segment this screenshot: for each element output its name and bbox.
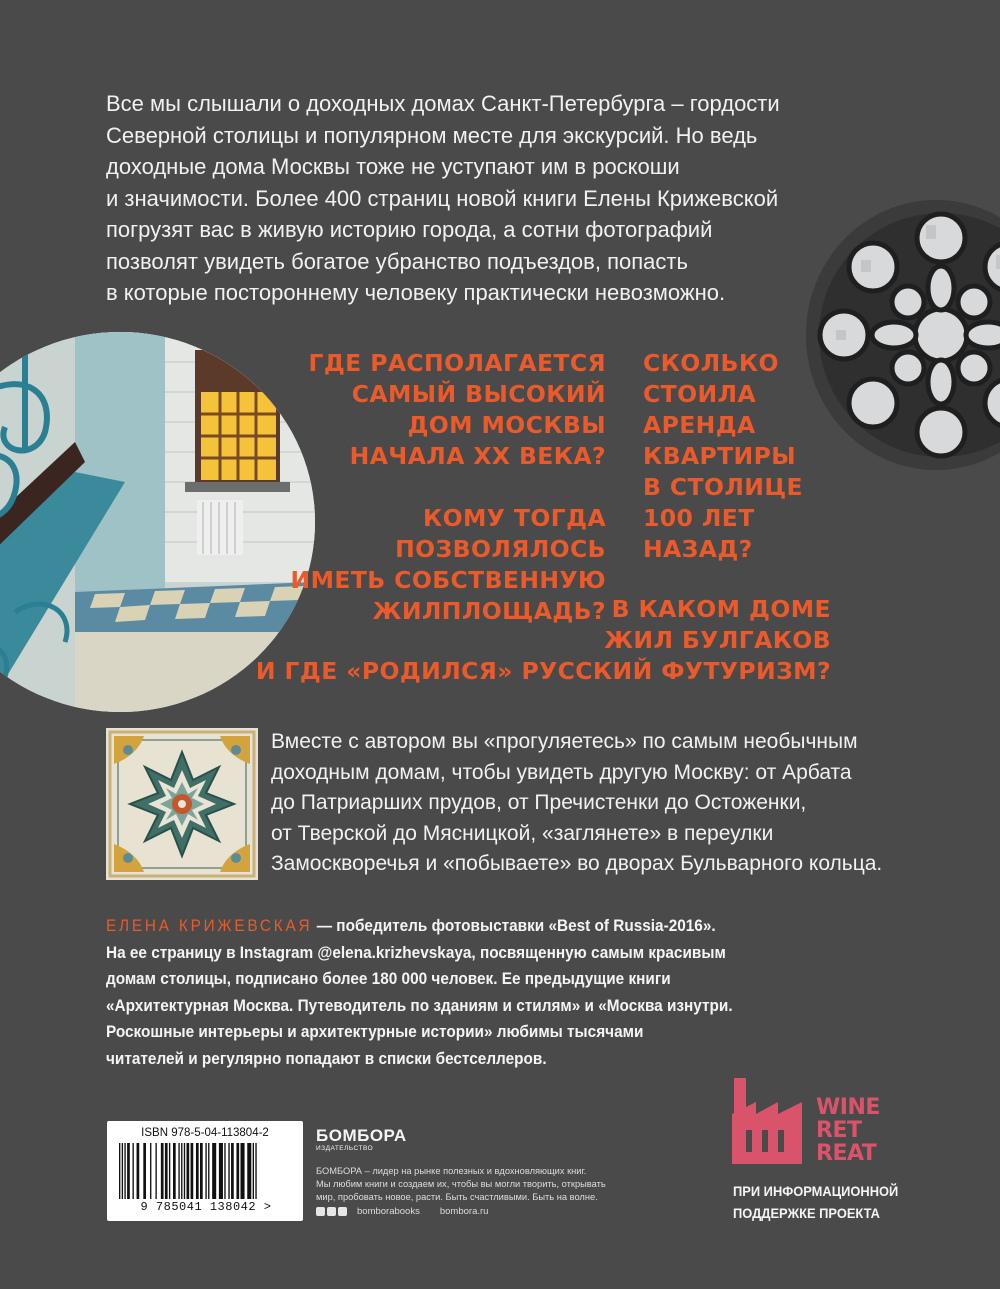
publisher-description-line: Мы любим книги и создаем их, чтобы вы могли творить, открывать — [316, 1179, 606, 1189]
rose-window-illustration — [806, 200, 1000, 470]
question-line: САМЫЙ ВЫСОКИЙ — [351, 380, 606, 408]
publisher-logo — [316, 1126, 407, 1152]
walk-line: до Патриарших прудов, от Пречистенки до Остоженки, — [271, 791, 807, 814]
walk-line: Вместе с автором вы «прогуляетесь» по самым необычным — [271, 730, 858, 753]
intro-line: доходные дома Москвы тоже не уступают им в роскоши — [106, 154, 680, 179]
author-bio — [106, 913, 738, 1072]
question-tallest-building — [308, 348, 606, 472]
author-bio-line: читателей и регулярно попадают в списки бестселлеров. — [106, 1049, 547, 1068]
publisher-social — [316, 1206, 488, 1217]
question-line: КОМУ ТОГДА — [423, 504, 606, 532]
walk-line: от Тверской до Мясницкой, «заглянете» в переулки — [271, 821, 774, 845]
question-line: И ГДЕ «РОДИЛСЯ» РУССКИЙ ФУТУРИЗМ? — [255, 657, 831, 685]
rose-window-photo — [806, 200, 1000, 470]
barcode-bar — [127, 1143, 130, 1199]
barcode-bar — [255, 1143, 256, 1199]
partner-logo-text — [816, 1096, 880, 1165]
barcode-bar — [231, 1143, 234, 1199]
intro-line: погрузят вас в живую историю города, а сотни фотографий — [106, 217, 713, 242]
publisher-description — [316, 1165, 646, 1204]
author-bio-line: домам столицы, подписано более 180 000 человек. Ее предыдущие книги — [106, 970, 671, 988]
intro-line: в которые постороннему человеку практически невозможно. — [106, 280, 726, 305]
author-award-text: — победитель фотовыставки «Best of Russia-2016». — [312, 917, 716, 935]
factory-icon — [732, 1078, 808, 1166]
publisher-name: БОМБОРА — [316, 1126, 407, 1145]
publisher-description-line: БОМБОРА – лидер на рынке полезных и вдохновляющих книг. — [316, 1166, 587, 1176]
question-rent-cost — [643, 348, 803, 565]
question-line: АРЕНДА — [643, 411, 756, 439]
question-line: В СТОЛИЦЕ — [643, 473, 803, 501]
barcode-bar — [122, 1143, 123, 1199]
isbn-barcode — [107, 1121, 303, 1221]
barcode-bar — [236, 1143, 239, 1199]
barcode-bar — [208, 1143, 209, 1199]
author-bio-line: Роскошные интерьеры и архитектурные истории» любимы тысячами — [106, 1023, 644, 1041]
instagram-icon — [338, 1207, 347, 1216]
partner-logo-line: REAT — [816, 1141, 877, 1166]
barcode-bar — [119, 1143, 120, 1199]
barcode-bar — [143, 1143, 146, 1199]
publisher-website: bombora.ru — [439, 1206, 489, 1217]
barcode-bar — [178, 1143, 179, 1199]
barcode-bar — [224, 1143, 225, 1199]
barcode-bar — [124, 1143, 125, 1199]
barcode-bar — [191, 1143, 194, 1199]
question-bulgakov-futurism — [256, 594, 831, 687]
barcode-bar — [241, 1143, 245, 1199]
vk-icon — [327, 1207, 336, 1216]
question-line: 100 ЛЕТ — [643, 504, 755, 532]
barcode-bar — [247, 1143, 251, 1199]
question-line: ЖИЛ БУЛГАКОВ — [604, 626, 831, 654]
barcode-bar — [228, 1143, 229, 1199]
intro-paragraph — [106, 88, 826, 309]
partner-logo-line: WINE — [816, 1095, 880, 1120]
partner-support-line: ПРИ ИНФОРМАЦИОННОЙ — [733, 1183, 899, 1199]
partner-support-line: ПОДДЕРЖКЕ ПРОЕКТА — [733, 1205, 880, 1221]
question-line: СТОИЛА — [643, 380, 757, 408]
barcode-bar — [133, 1143, 134, 1199]
walk-line: Замоскворечья и «побываете» во дворах Бульварного кольца. — [271, 852, 883, 875]
intro-line: Северной столицы и популярном месте для экскурсий. Но ведь — [106, 122, 758, 148]
barcode-digits: 9 785041 138042 > — [140, 1200, 272, 1214]
facebook-icon — [316, 1207, 325, 1216]
question-line: ЖИЛПЛОЩАДЬ? — [372, 597, 606, 625]
question-line: НАЧАЛА XX ВЕКА? — [349, 442, 606, 470]
barcode-bar — [219, 1143, 223, 1199]
barcode-bar — [161, 1143, 164, 1199]
intro-line: позволят увидеть богатое убранство подъездов, попасть — [106, 248, 688, 274]
partner-support-text — [733, 1180, 898, 1224]
author-name: ЕЛЕНА КРИЖЕВСКАЯ — [106, 917, 313, 935]
barcode-bar — [187, 1143, 190, 1199]
question-line: ПОЗВОЛЯЛОСЬ — [395, 535, 606, 563]
walk-paragraph — [271, 727, 911, 880]
author-bio-line: На ее страницу в Instagram @elena.krizhevskaya, посвященную самым красивым — [106, 943, 726, 962]
barcode-bar — [169, 1143, 170, 1199]
barcode-bar — [173, 1143, 176, 1199]
question-line: ИМЕТЬ СОБСТВЕННУЮ — [290, 566, 606, 594]
barcode-bar — [150, 1143, 151, 1199]
question-line: ГДЕ РАСПОЛАГАЕТСЯ — [308, 349, 606, 377]
isbn-label: ISBN 978-5-04-113804-2 — [141, 1127, 269, 1139]
question-line: КВАРТИРЫ — [643, 442, 797, 470]
author-bio-first-line — [106, 913, 738, 940]
walk-line: доходным домам, чтобы увидеть другую Москву: от Арбата — [271, 760, 852, 784]
barcode-bar — [205, 1143, 206, 1199]
barcode-bar — [165, 1143, 168, 1199]
publisher-subtitle: ИЗДАТЕЛЬСТВО — [316, 1145, 374, 1152]
barcode-bar — [184, 1143, 185, 1199]
barcode-bar — [200, 1143, 203, 1199]
publisher-description-line: мир, пробовать новое, расти. Быть счастливыми. Быть на волне. — [316, 1192, 598, 1202]
question-line: НАЗАД? — [643, 535, 753, 563]
question-line: СКОЛЬКО — [643, 349, 779, 377]
decorative-tile-image — [106, 728, 258, 880]
intro-line: Все мы слышали о доходных домах Санкт-Петербурга – гордости — [106, 91, 780, 116]
barcode-bar — [155, 1143, 156, 1199]
author-bio-line: «Архитектурная Москва. Путеводитель по зданиям и стилям» и «Москва изнутри. — [106, 996, 733, 1015]
barcode-bar — [137, 1143, 140, 1199]
barcode-bar — [212, 1143, 216, 1199]
barcode-bars — [117, 1143, 293, 1199]
tile-illustration — [106, 728, 258, 880]
barcode-bar — [196, 1143, 199, 1199]
barcode-bar — [181, 1143, 182, 1199]
question-line: В КАКОМ ДОМЕ — [611, 595, 831, 623]
social-handle: bomborabooks — [357, 1206, 420, 1217]
intro-line: и значимости. Более 400 страниц новой книги Елены Крижевской — [106, 185, 779, 211]
question-line: ДОМ МОСКВЫ — [407, 411, 606, 439]
barcode-bar — [253, 1143, 254, 1199]
partner-logo-line: RET — [816, 1118, 862, 1143]
